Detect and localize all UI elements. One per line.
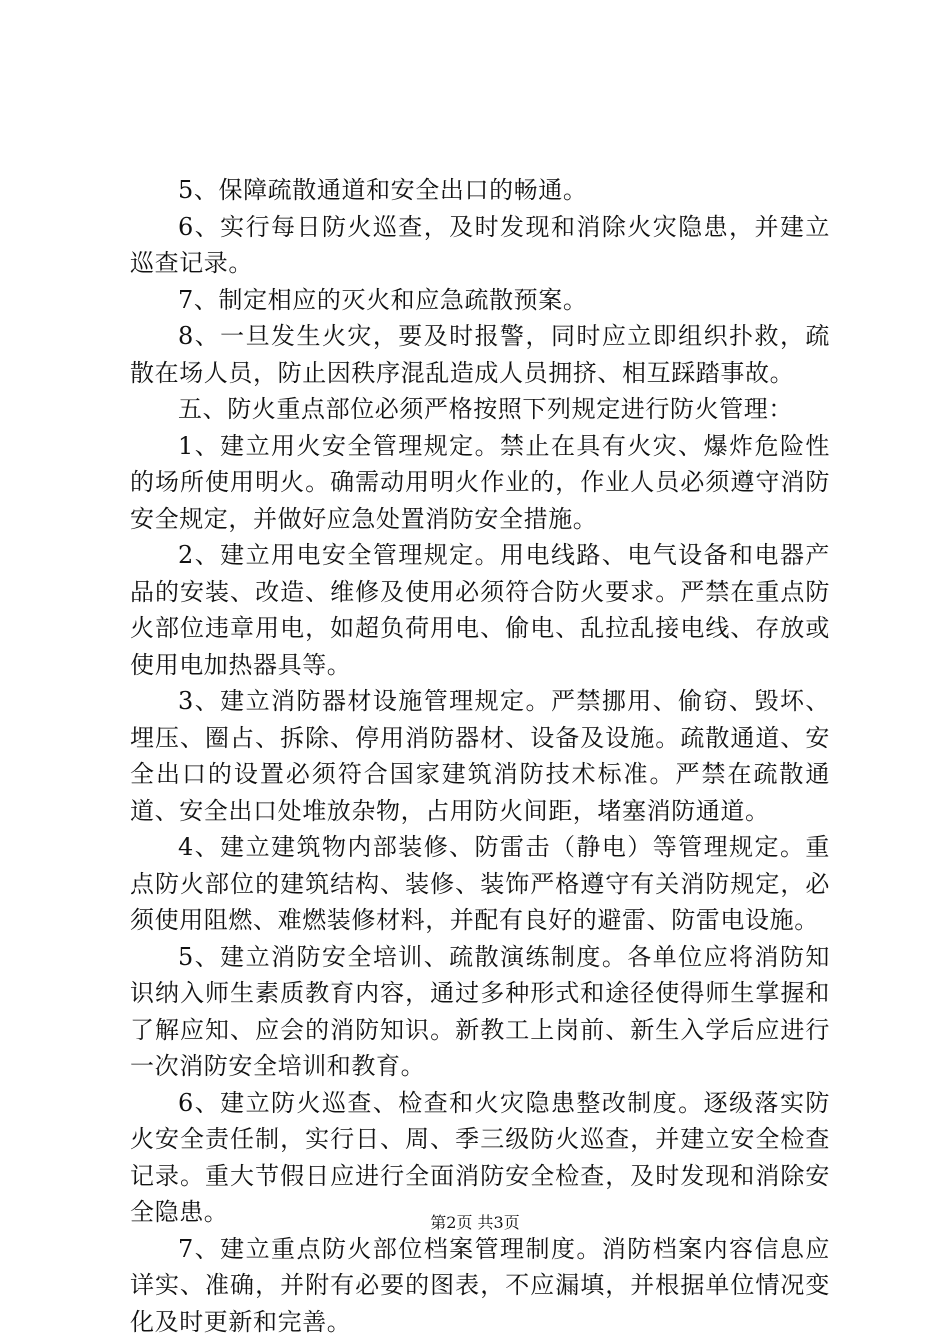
paragraph-emergency-plan: 7、制定相应的灭火和应急疏散预案。 xyxy=(178,285,588,314)
paragraph-fire-use-rules: 1、建立用火安全管理规定。禁止在具有火灾、爆炸危险性的场所使用明火。确需动用明火作业的，作业人员必须遵守消防安全规定，并做好应急处置消防安全措施。 xyxy=(130,431,830,533)
paragraph-fire-response: 8、一旦发生火灾，要及时报警，同时应立即组织扑救，疏散在场人员，防止因秩序混乱造成人员拥挤、相互踩踏事故。 xyxy=(130,322,830,387)
paragraph-decoration-lightning-rules: 4、建立建筑物内部装修、防雷击（静电）等管理规定。重点防火部位的建筑结构、装修、装饰严格遵守有关消防规定，必须使用阻燃、难燃装修材料，并配有良好的避雷、防雷电设施。 xyxy=(130,833,830,934)
paragraph-evacuation-routes: 5、保障疏散通道和安全出口的畅通。 xyxy=(178,176,588,204)
paragraph-inspection-system: 6、建立防火巡查、检查和火灾隐患整改制度。逐级落实防火安全责任制，实行日、周、季三级防火巡查，并建立安全检查记录。重大节假日应进行全面消防安全检查，及时发现和消除安全隐患。 xyxy=(130,1088,830,1226)
page-number-footer: 第2页 共3页 xyxy=(430,1213,520,1232)
paragraph-archive-management: 7、建立重点防火部位档案管理制度。消防档案内容信息应详实、准确，并附有必要的图表，不应漏填，并根据单位情况变化及时更新和完善。 xyxy=(130,1234,830,1336)
paragraph-daily-patrol: 6、实行每日防火巡查，及时发现和消除火灾隐患，并建立巡查记录。 xyxy=(130,212,830,277)
paragraph-training-drills: 5、建立消防安全培训、疏散演练制度。各单位应将消防知识纳入师生素质教育内容，通过多种形式和途径使得师生掌握和了解应知、应会的消防知识。新教工上岗前、新生入学后应进行一次消防安全培训和教育。 xyxy=(130,942,830,1080)
document-body xyxy=(130,172,830,1340)
paragraph-equipment-rules: 3、建立消防器材设施管理规定。严禁挪用、偷窃、毁坏、埋压、圈占、拆除、停用消防器材、设备及设施。疏散通道、安全出口的设置必须符合国家建筑消防技术标准。严禁在疏散通道、安全出口处堆放杂物，占用防火间距，堵塞消防通道。 xyxy=(130,687,830,825)
section-heading-key-areas: 五、防火重点部位必须严格按照下列规定进行防火管理： xyxy=(178,395,793,423)
paragraph-electricity-rules: 2、建立用电安全管理规定。用电线路、电气设备和电器产品的安装、改造、维修及使用必须符合防火要求。严禁在重点防火部位违章用电，如超负荷用电、偷电、乱拉乱接电线、存放或使用电加热器具等。 xyxy=(130,541,830,679)
